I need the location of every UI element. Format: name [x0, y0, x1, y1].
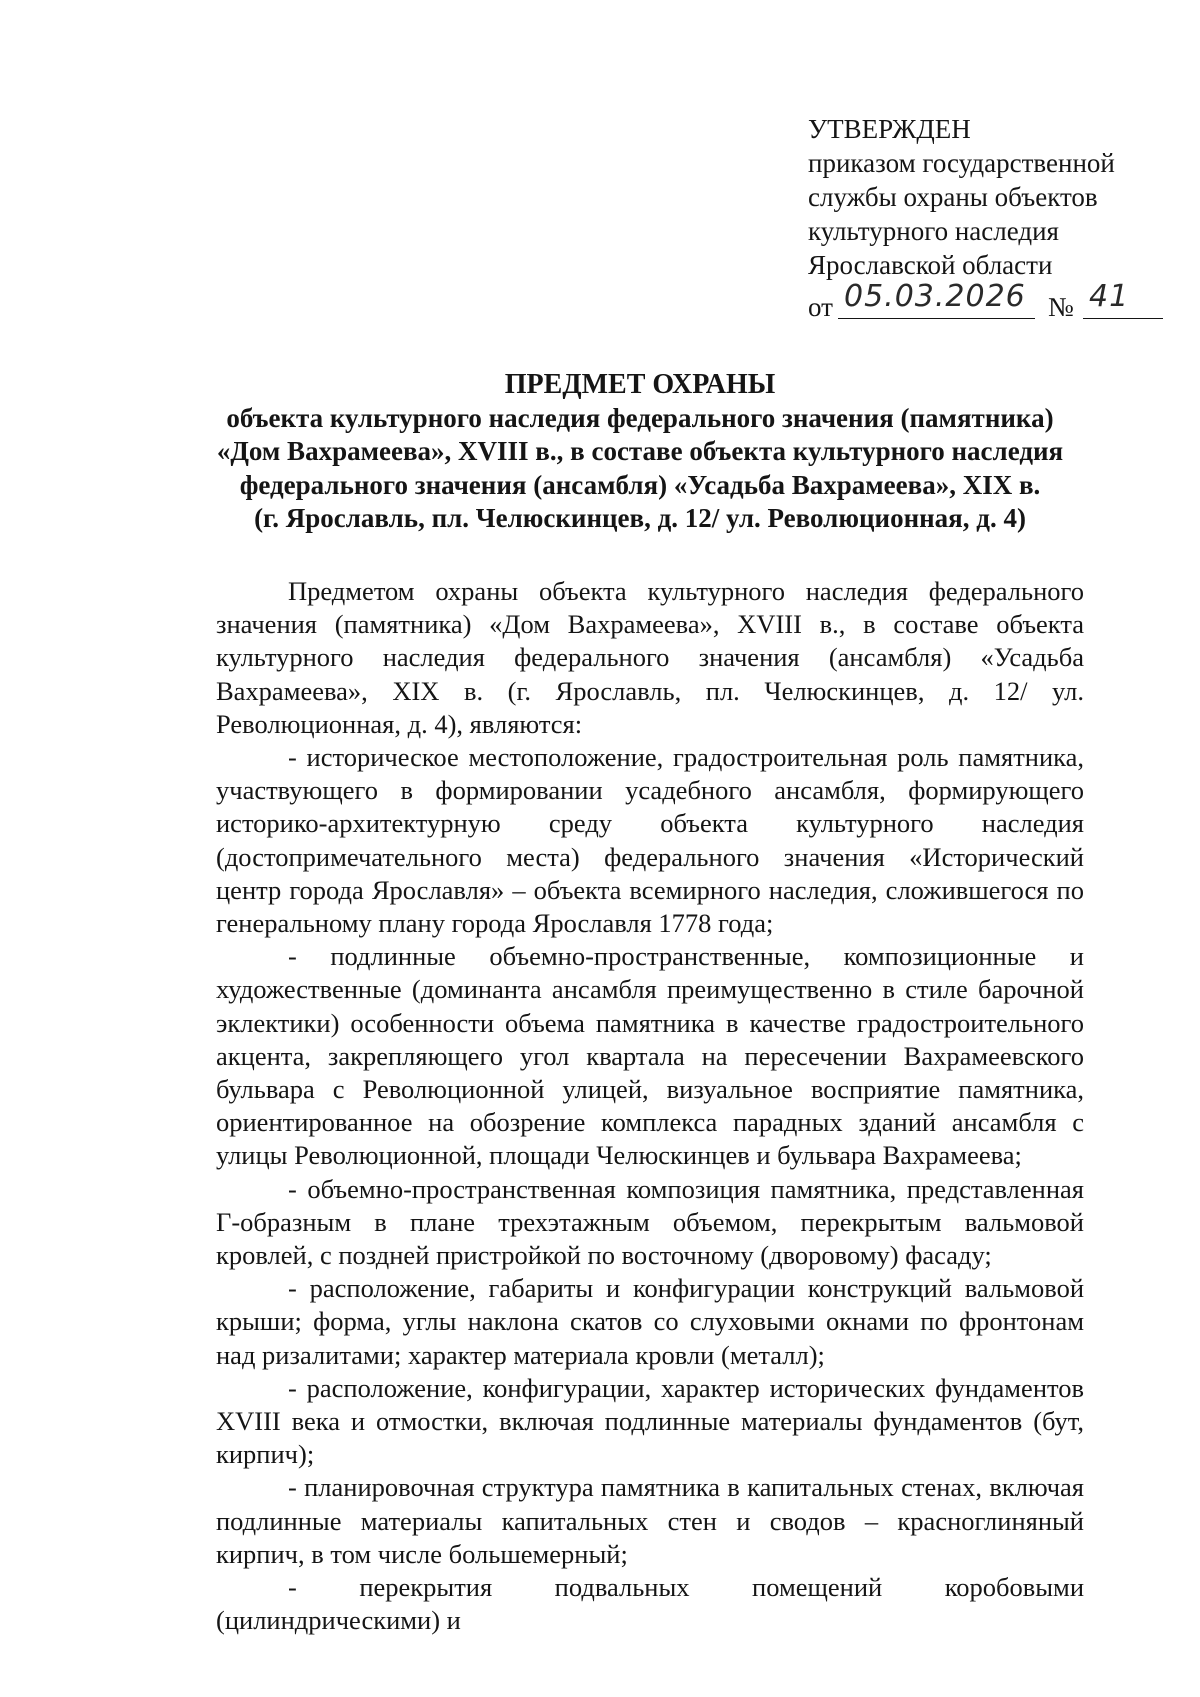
approval-line: службы охраны объектов [808, 182, 1098, 212]
document-title [200, 368, 1080, 536]
number-sign: № [1048, 292, 1074, 322]
title-line: (г. Ярославль, пл. Челюскинцев, д. 12/ ул. Революционная, д. 4) [254, 503, 1026, 533]
document-body [216, 575, 1084, 1638]
approval-line: УТВЕРЖДЕН [808, 114, 971, 144]
date-field [838, 279, 1035, 319]
list-item: - объемно-пространственная композиция памятника, представленная Г-образным в плане трехэтажным объемом, перекрытым вальмовой кровлей, с поздней пристройкой по восточному (дворовому) фасаду; [216, 1173, 1084, 1271]
title-main: ПРЕДМЕТ ОХРАНЫ [504, 369, 776, 400]
list-item: - подлинные объемно-пространственные, композиционные и художественные (доминанта ансамбля преимущественно в стиле барочной эклектики) особенности объема памятника в качестве градостроительного акцента, закрепляющего угол квартала на пересечении Вахрамеевского бульвара с Революционной улицей, визуальное восприятие памятника, ориентированное на обозрение комплекса парадных зданий ансамбля с улицы Революционной, площади Челюскинцев и бульвара Вахрамеева; [216, 941, 1084, 1171]
list-item: - планировочная структура памятника в капитальных стенах, включая подлинные материалы капитальных стен и сводов – красноглиняный кирпич, в том числе большемерный; [216, 1472, 1084, 1569]
approval-line: культурного наследия [808, 216, 1059, 246]
intro-paragraph: Предметом охраны объекта культурного наследия федерального значения (памятника) «Дом Вахрамеева», XVIII в., в составе объекта культурного наследия федерального значения (ансамбля) «Усадьба Вахрамеева», XIX в. (г. Ярославль, пл. Челюскинцев, д. 12/ ул. Революционная, д. 4), являются: [216, 576, 1084, 739]
list-item: - историческое местоположение, градостроительная роль памятника, участвующего в формировании усадебного ансамбля, формирующего историко-архитектурную среду объекта культурного наследия (достопримечательного места) федерального значения «Исторический центр города Ярославля» – объекта всемирного наследия, сложившегося по генеральному плану города Ярославля 1778 года; [216, 742, 1084, 939]
handwritten-date: 05.03.2026 [844, 279, 1026, 314]
title-line: «Дом Вахрамеева», XVIII в., в составе объекта культурного наследия [216, 436, 1064, 466]
list-item: - перекрытия подвальных помещений коробовыми (цилиндрическими) и [216, 1572, 1084, 1636]
date-prefix: от [808, 292, 833, 322]
approval-line: Ярославской области [808, 250, 1053, 280]
approval-date-line [808, 279, 1148, 322]
handwritten-number: 41 [1089, 279, 1130, 314]
number-field [1083, 279, 1163, 319]
title-line: федерального значения (ансамбля) «Усадьба Вахрамеева», XIX в. [239, 469, 1041, 500]
approval-line: приказом государственной [808, 148, 1115, 178]
title-line: объекта культурного наследия федерального значения (памятника) [226, 402, 1054, 433]
approval-stamp [808, 112, 1148, 322]
list-item: - расположение, конфигурации, характер исторических фундаментов XVIII века и отмостки, включая подлинные материалы фундаментов (бут, кирпич); [216, 1372, 1084, 1470]
list-item: - расположение, габариты и конфигурации конструкций вальмовой крыши; форма, углы наклона скатов со слуховыми окнами по фронтонам над ризалитами; характер материала кровли (металл); [216, 1273, 1084, 1370]
